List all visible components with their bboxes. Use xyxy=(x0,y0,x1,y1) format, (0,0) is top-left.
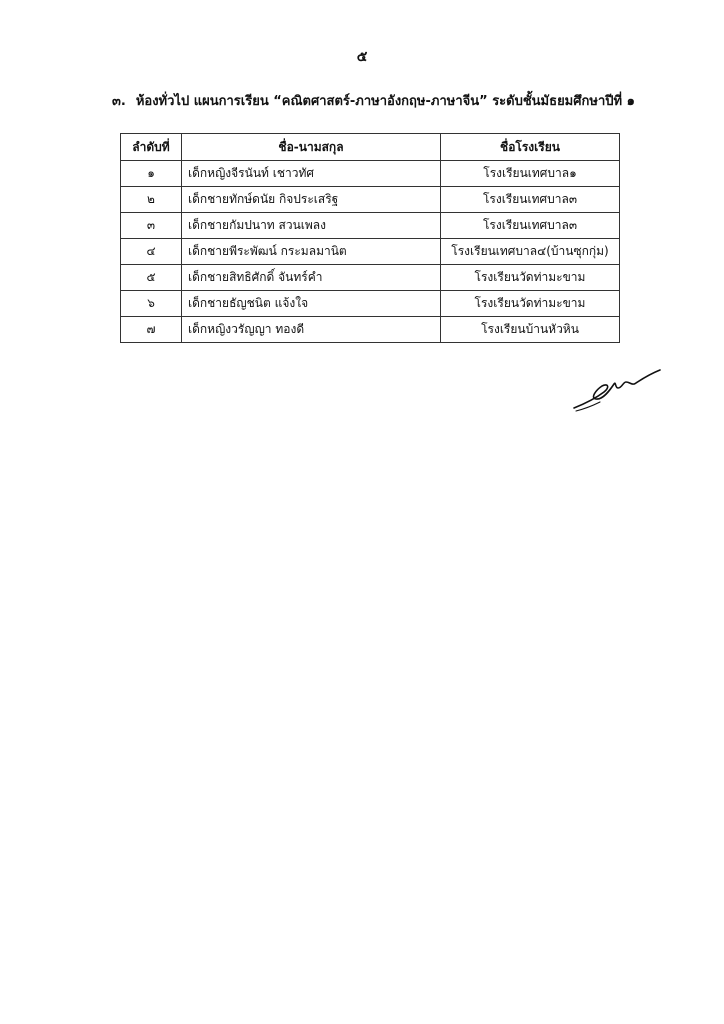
table-row xyxy=(121,291,620,317)
row-no: ๔ xyxy=(121,239,182,265)
row-name: เด็กชายสิทธิศักดิ์ จันทร์คำ xyxy=(182,265,441,291)
table-row xyxy=(121,239,620,265)
row-name: เด็กชายทักษ์ดนัย กิจประเสริฐ xyxy=(182,187,441,213)
table-row xyxy=(121,187,620,213)
section-number: ๓. xyxy=(112,94,126,109)
section-heading xyxy=(112,90,672,111)
student-table xyxy=(120,133,620,343)
row-no: ๒ xyxy=(121,187,182,213)
row-name: เด็กชายพีระพัฒน์ กระมลมานิต xyxy=(182,239,441,265)
table-row xyxy=(121,161,620,187)
row-no: ๖ xyxy=(121,291,182,317)
row-name: เด็กชายกัมปนาท สวนเพลง xyxy=(182,213,441,239)
table-row xyxy=(121,213,620,239)
table-row xyxy=(121,265,620,291)
header-no: ลำดับที่ xyxy=(121,134,182,161)
row-school: โรงเรียนวัดท่ามะขาม xyxy=(441,291,620,317)
table-header-row xyxy=(121,134,620,161)
row-no: ๓ xyxy=(121,213,182,239)
header-name: ชื่อ-นามสกุล xyxy=(182,134,441,161)
row-school: โรงเรียนเทศบาล๓ xyxy=(441,213,620,239)
handwritten-signature-icon xyxy=(570,368,665,413)
page-number: ๕ xyxy=(356,49,368,65)
table-row xyxy=(121,317,620,343)
row-name: เด็กหญิงจีรนันท์ เชาวทัศ xyxy=(182,161,441,187)
row-school: โรงเรียนบ้านหัวหิน xyxy=(441,317,620,343)
row-name: เด็กหญิงวรัญญา ทองดี xyxy=(182,317,441,343)
row-no: ๗ xyxy=(121,317,182,343)
row-school: โรงเรียนเทศบาล๓ xyxy=(441,187,620,213)
row-school: โรงเรียนวัดท่ามะขาม xyxy=(441,265,620,291)
section-title: ห้องทั่วไป แผนการเรียน “คณิตศาสตร์-ภาษาอังกฤษ-ภาษาจีน” ระดับชั้นมัธยมศึกษาปีที่ ๑ xyxy=(135,94,635,109)
header-school: ชื่อโรงเรียน xyxy=(441,134,620,161)
row-no: ๑ xyxy=(121,161,182,187)
row-school: โรงเรียนเทศบาล๔(บ้านซุกกุ่ม) xyxy=(441,239,620,265)
row-no: ๕ xyxy=(121,265,182,291)
row-school: โรงเรียนเทศบาล๑ xyxy=(441,161,620,187)
row-name: เด็กชายธัญชนิต แจ้งใจ xyxy=(182,291,441,317)
